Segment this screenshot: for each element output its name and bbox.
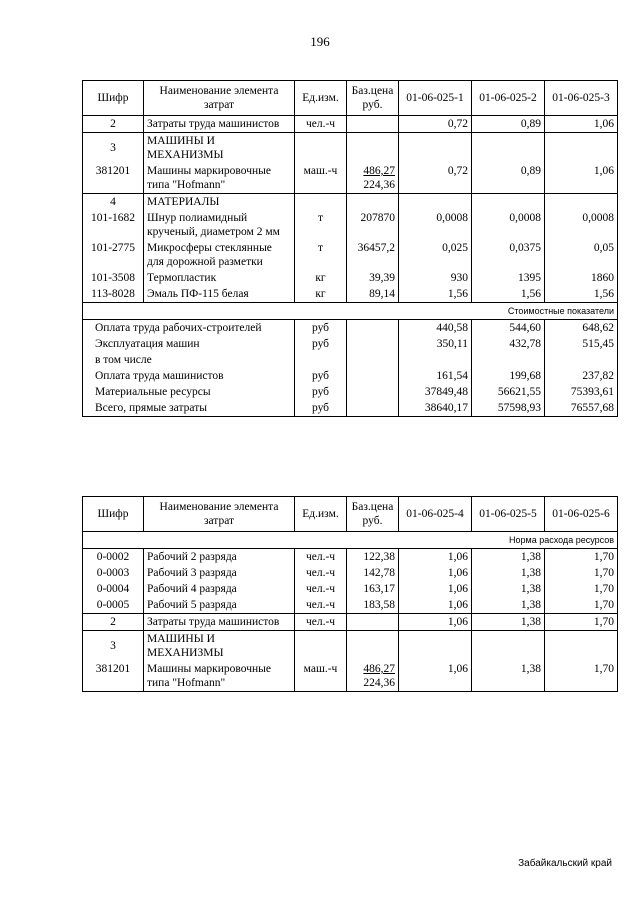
cost-value-3: 515,45 [545, 336, 618, 352]
section-row [83, 194, 618, 211]
row-value-3: 1,56 [545, 286, 618, 303]
row-value-3: 1,70 [545, 597, 618, 614]
row-name: Микросферы стеклянные для дорожной разметки [144, 240, 295, 270]
table-row [83, 565, 618, 581]
row-value-2: 1,38 [472, 549, 545, 566]
row-name: Термопластик [144, 270, 295, 286]
row-value-3: 0,05 [545, 240, 618, 270]
row-code: 0-0004 [83, 581, 144, 597]
header-code: Шифр [83, 81, 144, 116]
header-col-4: 01-06-025-4 [399, 497, 472, 532]
table-row [83, 240, 618, 270]
row-price: 39,39 [347, 270, 399, 286]
row-unit: чел.-ч [295, 565, 347, 581]
cost-name: Эксплуатация машин [83, 336, 295, 352]
row-value-2: 0,89 [472, 163, 545, 194]
cost-unit: руб [295, 400, 347, 417]
row-name: Затраты труда машинистов [144, 614, 295, 631]
row-name: Рабочий 5 разряда [144, 597, 295, 614]
row-price: 163,17 [347, 581, 399, 597]
row-value-1: 0,72 [399, 116, 472, 133]
row-value-3: 0,0008 [545, 210, 618, 240]
row-value-3: 1,70 [545, 565, 618, 581]
row-name: Рабочий 3 разряда [144, 565, 295, 581]
section-label: Норма расхода ресурсов [83, 532, 618, 549]
row-value-1: 1,56 [399, 286, 472, 303]
table-row [83, 614, 618, 631]
row-code: 113-8028 [83, 286, 144, 303]
row-value-3: 1,06 [545, 116, 618, 133]
cost-unit: руб [295, 368, 347, 384]
section-label-row [83, 303, 618, 320]
header-col-5: 01-06-025-5 [472, 497, 545, 532]
cost-value-2: 57598,93 [472, 400, 545, 417]
header-col-2: 01-06-025-2 [472, 81, 545, 116]
row-code: 4 [83, 194, 144, 211]
row-price: 486,27 224,36 [347, 661, 399, 692]
cost-value-3: 648,62 [545, 320, 618, 337]
row-price: 89,14 [347, 286, 399, 303]
row-value-2: 1,38 [472, 661, 545, 692]
cost-value-1: 38640,17 [399, 400, 472, 417]
cost-value-2: 56621,55 [472, 384, 545, 400]
row-unit: чел.-ч [295, 116, 347, 133]
row-code: 101-3508 [83, 270, 144, 286]
cost-name: Оплата труда рабочих-строителей [83, 320, 295, 337]
page-number: 196 [310, 34, 330, 49]
row-unit: чел.-ч [295, 597, 347, 614]
row-value-3: 1860 [545, 270, 618, 286]
section-title: МАТЕРИАЛЫ [144, 194, 295, 211]
row-price: 207870 [347, 210, 399, 240]
cost-row [83, 400, 618, 417]
resource-table-2 [82, 496, 618, 692]
row-value-2: 1,56 [472, 286, 545, 303]
row-unit: чел.-ч [295, 581, 347, 597]
header-col-1: 01-06-025-1 [399, 81, 472, 116]
header-unit: Ед.изм. [295, 81, 347, 116]
table-row [83, 597, 618, 614]
row-value-1: 1,06 [399, 661, 472, 692]
section-label-row [83, 532, 618, 549]
table-row [83, 549, 618, 566]
row-value-1: 1,06 [399, 549, 472, 566]
table-header-row [83, 497, 618, 532]
row-value-2: 1,38 [472, 597, 545, 614]
row-unit: маш.-ч [295, 163, 347, 194]
row-price [347, 116, 399, 133]
section-label: Стоимостные показатели [83, 303, 618, 320]
cost-row [83, 320, 618, 337]
cost-name: Материальные ресурсы [83, 384, 295, 400]
row-value-3: 1,70 [545, 549, 618, 566]
row-code: 0-0002 [83, 549, 144, 566]
cost-value-3: 237,82 [545, 368, 618, 384]
row-code: 2 [83, 614, 144, 631]
row-unit: кг [295, 270, 347, 286]
table-row [83, 286, 618, 303]
row-value-1: 0,025 [399, 240, 472, 270]
cost-value-2: 544,60 [472, 320, 545, 337]
row-code: 2 [83, 116, 144, 133]
cost-value-3: 75393,61 [545, 384, 618, 400]
cost-value-2: 432,78 [472, 336, 545, 352]
row-price: 36457,2 [347, 240, 399, 270]
section-title: МАШИНЫ И МЕХАНИЗМЫ [144, 631, 295, 662]
row-price: 486,27 224,36 [347, 163, 399, 194]
cost-value-1: 161,54 [399, 368, 472, 384]
row-unit: чел.-ч [295, 549, 347, 566]
header-col-6: 01-06-025-6 [545, 497, 618, 532]
header-price: Баз.цена руб. [347, 81, 399, 116]
table-row [83, 116, 618, 133]
row-value-1: 0,0008 [399, 210, 472, 240]
row-code: 3 [83, 631, 144, 662]
header-code: Шифр [83, 497, 144, 532]
header-name: Наименование элемента затрат [144, 497, 295, 532]
row-value-2: 0,89 [472, 116, 545, 133]
header-name: Наименование элемента затрат [144, 81, 295, 116]
row-value-1: 1,06 [399, 581, 472, 597]
row-value-2: 1,38 [472, 614, 545, 631]
cost-unit: руб [295, 384, 347, 400]
row-code: 0-0003 [83, 565, 144, 581]
section-row [83, 133, 618, 164]
row-value-2: 0,0375 [472, 240, 545, 270]
cost-unit: руб [295, 320, 347, 337]
row-code: 101-1682 [83, 210, 144, 240]
table-row [83, 210, 618, 240]
row-value-1: 1,06 [399, 614, 472, 631]
header-price: Баз.цена руб. [347, 497, 399, 532]
cost-value-1: 440,58 [399, 320, 472, 337]
row-price: 122,38 [347, 549, 399, 566]
cost-value-1: 37849,48 [399, 384, 472, 400]
row-name: Рабочий 2 разряда [144, 549, 295, 566]
cost-value-2: 199,68 [472, 368, 545, 384]
row-unit: кг [295, 286, 347, 303]
row-code: 3 [83, 133, 144, 164]
cost-name: в том числе [83, 352, 295, 368]
row-code: 101-2775 [83, 240, 144, 270]
row-price: 142,78 [347, 565, 399, 581]
footer-region: Забайкальский край [518, 858, 612, 869]
cost-row [83, 352, 618, 368]
cost-name: Всего, прямые затраты [83, 400, 295, 417]
table-row [83, 581, 618, 597]
row-value-3: 1,70 [545, 581, 618, 597]
cost-row [83, 368, 618, 384]
row-value-2: 1395 [472, 270, 545, 286]
row-price [347, 614, 399, 631]
header-col-3: 01-06-025-3 [545, 81, 618, 116]
row-price: 183,58 [347, 597, 399, 614]
row-value-3: 1,06 [545, 163, 618, 194]
row-name: Затраты труда машинистов [144, 116, 295, 133]
cost-row [83, 336, 618, 352]
row-value-2: 1,38 [472, 581, 545, 597]
row-value-1: 0,72 [399, 163, 472, 194]
row-unit: маш.-ч [295, 661, 347, 692]
table-row [83, 163, 618, 194]
section-title: МАШИНЫ И МЕХАНИЗМЫ [144, 133, 295, 164]
row-code: 0-0005 [83, 597, 144, 614]
row-value-2: 1,38 [472, 565, 545, 581]
row-name: Машины маркировочные типа "Hofmann" [144, 163, 295, 194]
table-header-row [83, 81, 618, 116]
row-value-1: 930 [399, 270, 472, 286]
header-unit: Ед.изм. [295, 497, 347, 532]
row-value-3: 1,70 [545, 614, 618, 631]
cost-row [83, 384, 618, 400]
cost-value-1: 350,11 [399, 336, 472, 352]
row-code: 381201 [83, 163, 144, 194]
cost-value-3: 76557,68 [545, 400, 618, 417]
row-name: Эмаль ПФ-115 белая [144, 286, 295, 303]
table-row [83, 661, 618, 692]
row-value-1: 1,06 [399, 565, 472, 581]
row-value-1: 1,06 [399, 597, 472, 614]
row-name: Машины маркировочные типа "Hofmann" [144, 661, 295, 692]
row-unit: т [295, 210, 347, 240]
cost-name: Оплата труда машинистов [83, 368, 295, 384]
row-code: 381201 [83, 661, 144, 692]
cost-unit: руб [295, 336, 347, 352]
resource-table-1 [82, 80, 618, 417]
row-value-3: 1,70 [545, 661, 618, 692]
table-row [83, 270, 618, 286]
row-value-2: 0,0008 [472, 210, 545, 240]
row-unit: т [295, 240, 347, 270]
row-unit: чел.-ч [295, 614, 347, 631]
section-row [83, 631, 618, 662]
row-name: Шнур полиамидный крученый, диаметром 2 мм [144, 210, 295, 240]
row-name: Рабочий 4 разряда [144, 581, 295, 597]
